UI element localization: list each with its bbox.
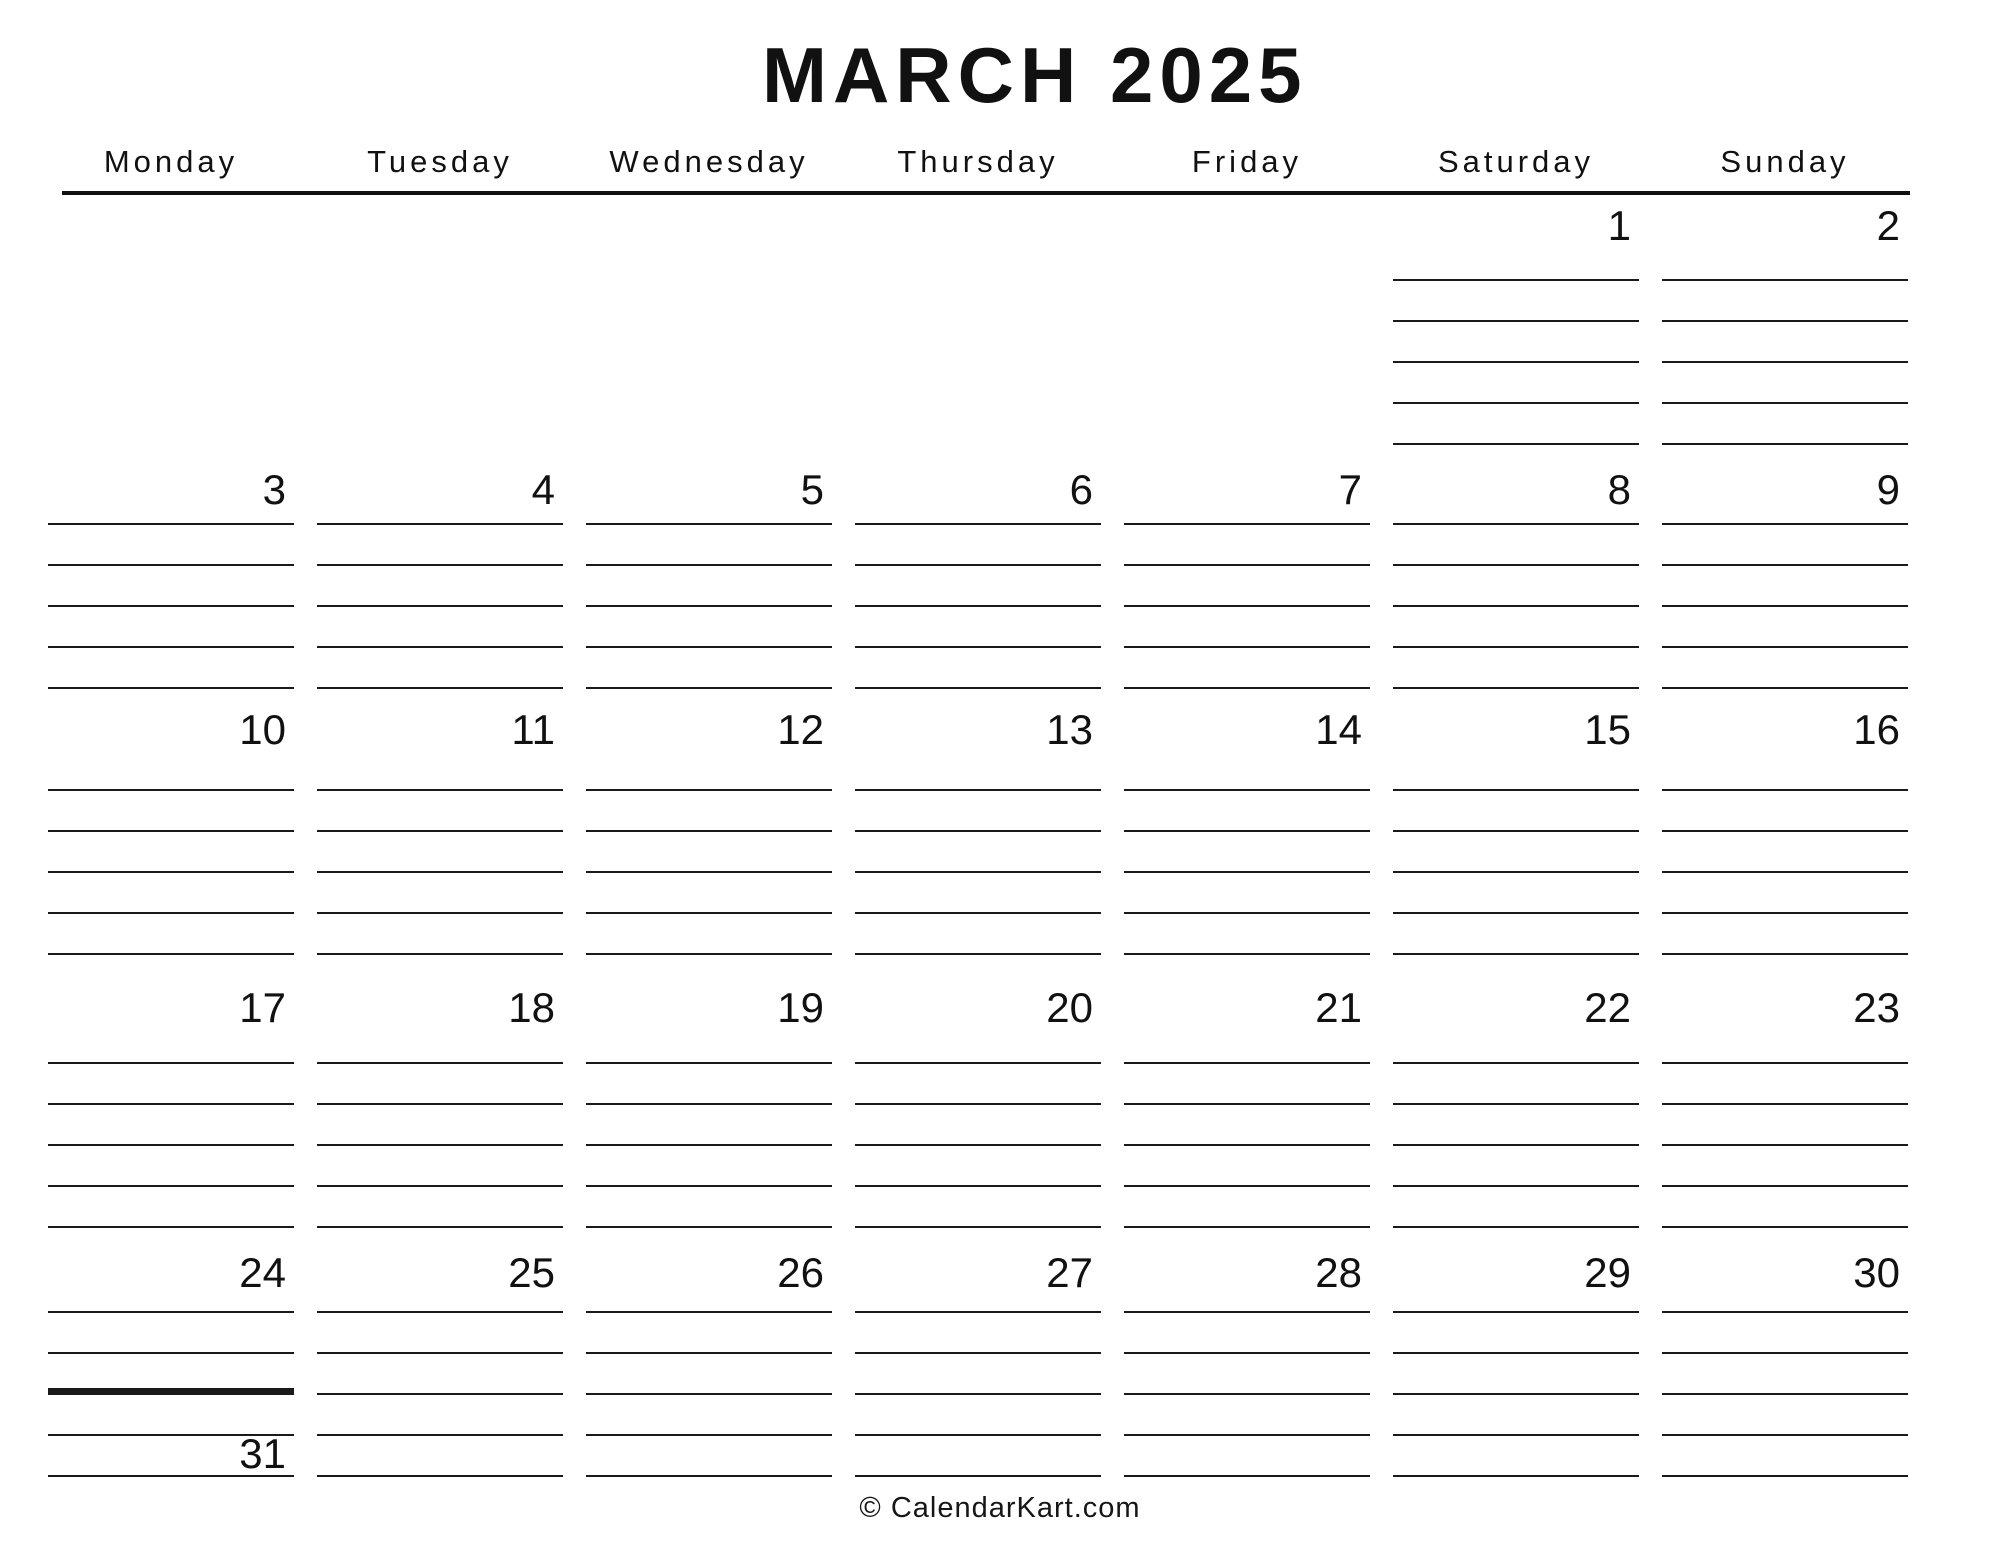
day-cell-15 [1393, 700, 1639, 978]
note-line [1393, 1436, 1639, 1477]
dow-header-thursday: Thursday [897, 144, 1059, 179]
note-line [855, 832, 1101, 873]
note-line [1393, 1028, 1639, 1064]
day-number: 14 [1315, 706, 1362, 754]
note-line [586, 1293, 832, 1313]
day-cell-29 [1393, 1243, 1639, 1493]
note-line [1393, 750, 1639, 791]
note-line [1662, 607, 1908, 648]
dow-header-tuesday: Tuesday [367, 144, 513, 179]
note-line [1124, 1313, 1370, 1354]
note-line [1393, 363, 1639, 404]
day-number: 2 [1876, 202, 1900, 250]
note-line [586, 1395, 832, 1436]
note-line [48, 1293, 294, 1313]
note-line [317, 648, 563, 689]
note-line [1393, 1064, 1639, 1105]
day-number: 16 [1853, 706, 1900, 754]
note-line [1662, 566, 1908, 607]
note-line [855, 1105, 1101, 1146]
note-line [1393, 1146, 1639, 1187]
note-line [1124, 1146, 1370, 1187]
note-line [1393, 404, 1639, 445]
day-cell-13 [855, 700, 1101, 978]
day-number: 28 [1315, 1249, 1362, 1297]
note-line [1662, 1105, 1908, 1146]
day-number: 6 [1069, 466, 1093, 514]
day-number: 30 [1853, 1249, 1900, 1297]
empty-day-cell [586, 196, 832, 460]
note-line [1662, 1187, 1908, 1228]
note-line [317, 1064, 563, 1105]
note-line [48, 607, 294, 648]
note-line [48, 1105, 294, 1146]
day-cell-24 [48, 1243, 294, 1493]
day-cell-1 [1393, 196, 1639, 460]
note-line [1124, 566, 1370, 607]
note-line [48, 510, 294, 525]
day-number: 5 [800, 466, 824, 514]
day-of-week-header-row [48, 144, 1908, 180]
day-number: 22 [1584, 984, 1631, 1032]
note-line [586, 914, 832, 955]
note-line [1124, 1354, 1370, 1395]
note-line [1393, 607, 1639, 648]
day-cell-23 [1662, 978, 1908, 1243]
dow-header-friday: Friday [1191, 144, 1303, 179]
day-cell-7 [1124, 460, 1370, 700]
note-line [48, 1354, 294, 1395]
note-line [1662, 1436, 1908, 1477]
note-line [586, 832, 832, 873]
note-line [48, 873, 294, 914]
day-number: 1 [1607, 202, 1631, 250]
note-line [1662, 648, 1908, 689]
day-number: 9 [1876, 466, 1900, 514]
note-line [1393, 1395, 1639, 1436]
note-line [1124, 791, 1370, 832]
note-line [855, 607, 1101, 648]
note-line [1662, 1293, 1908, 1313]
note-line [1662, 1313, 1908, 1354]
note-line [1124, 750, 1370, 791]
note-line [317, 832, 563, 873]
note-line [586, 525, 832, 566]
note-line [586, 791, 832, 832]
day-number: 10 [239, 706, 286, 754]
note-line [317, 510, 563, 525]
note-line [317, 1105, 563, 1146]
dow-header-sunday: Sunday [1720, 144, 1850, 179]
note-line [1393, 246, 1639, 281]
day-number: 15 [1584, 706, 1631, 754]
note-line [317, 1146, 563, 1187]
note-line [1662, 873, 1908, 914]
note-line [1662, 281, 1908, 322]
note-line [48, 1430, 294, 1478]
note-line [855, 750, 1101, 791]
note-line [1393, 791, 1639, 832]
note-line [586, 1354, 832, 1395]
note-line [855, 914, 1101, 955]
day-cell-14 [1124, 700, 1370, 978]
note-line [48, 525, 294, 566]
day-number: 24 [239, 1249, 286, 1297]
note-line [1124, 1395, 1370, 1436]
note-line [855, 873, 1101, 914]
note-line [317, 1293, 563, 1313]
note-line [1124, 1293, 1370, 1313]
note-line [48, 1146, 294, 1187]
note-line [855, 648, 1101, 689]
calendar-grid [48, 196, 1908, 1493]
note-line [1393, 1293, 1639, 1313]
day-cell-6 [855, 460, 1101, 700]
note-line [1393, 1313, 1639, 1354]
note-line [48, 648, 294, 689]
day-number: 29 [1584, 1249, 1631, 1297]
note-line [317, 1436, 563, 1477]
empty-day-cell [855, 196, 1101, 460]
note-line [1124, 1028, 1370, 1064]
note-line [1662, 1395, 1908, 1436]
note-line [1393, 510, 1639, 525]
note-line [1393, 281, 1639, 322]
day-cell-3 [48, 460, 294, 700]
note-line [317, 791, 563, 832]
note-line [1662, 510, 1908, 525]
note-line [1662, 1028, 1908, 1064]
note-line [855, 510, 1101, 525]
note-line [1662, 1354, 1908, 1395]
note-line [48, 1313, 294, 1354]
note-line [1124, 510, 1370, 525]
note-line [855, 1187, 1101, 1228]
note-line [586, 750, 832, 791]
footer-credit: © CalendarKart.com [859, 1492, 1141, 1524]
day-cell-4 [317, 460, 563, 700]
note-line [855, 1028, 1101, 1064]
note-line [1662, 1064, 1908, 1105]
day-cell-25 [317, 1243, 563, 1493]
note-line [317, 607, 563, 648]
note-line [586, 1105, 832, 1146]
note-line [1124, 1105, 1370, 1146]
note-line [1393, 1354, 1639, 1395]
note-line [48, 566, 294, 607]
note-line [1662, 404, 1908, 445]
note-line [586, 1187, 832, 1228]
note-line [586, 873, 832, 914]
note-line [855, 1293, 1101, 1313]
note-line [1124, 873, 1370, 914]
note-line [586, 1028, 832, 1064]
day-number: 7 [1338, 466, 1362, 514]
note-line [855, 1395, 1101, 1436]
note-line [1393, 914, 1639, 955]
day-number: 26 [777, 1249, 824, 1297]
note-line [855, 1354, 1101, 1395]
note-line [1662, 363, 1908, 404]
note-line [1393, 873, 1639, 914]
day-cell-9 [1662, 460, 1908, 700]
note-line [586, 648, 832, 689]
day-cell-19 [586, 978, 832, 1243]
note-line [1393, 566, 1639, 607]
note-line [1662, 791, 1908, 832]
note-line [586, 1146, 832, 1187]
dow-header-wednesday: Wednesday [609, 144, 809, 179]
note-line [48, 1187, 294, 1228]
note-line [586, 607, 832, 648]
day-cell-17 [48, 978, 294, 1243]
note-line [1393, 648, 1639, 689]
note-line [586, 1313, 832, 1354]
calendar-title: MARCH 2025 [762, 31, 1308, 119]
note-line [48, 832, 294, 873]
note-line [317, 1395, 563, 1436]
note-line [855, 525, 1101, 566]
day-cell-30 [1662, 1243, 1908, 1493]
note-line [1124, 832, 1370, 873]
note-line [1662, 246, 1908, 281]
note-line [1124, 525, 1370, 566]
note-line [1662, 322, 1908, 363]
day-number: 12 [777, 706, 824, 754]
note-line [1662, 832, 1908, 873]
note-line [1393, 1105, 1639, 1146]
day-cell-27 [855, 1243, 1101, 1493]
note-line [586, 1064, 832, 1105]
note-line [586, 1436, 832, 1477]
empty-day-cell [48, 196, 294, 460]
note-line [1124, 648, 1370, 689]
note-line [1662, 1146, 1908, 1187]
note-line [317, 750, 563, 791]
note-line [586, 566, 832, 607]
day-number: 18 [508, 984, 555, 1032]
day-cell-10 [48, 700, 294, 978]
day-number: 4 [531, 466, 555, 514]
day-cell-18 [317, 978, 563, 1243]
note-line [1124, 607, 1370, 648]
day-number: 25 [508, 1249, 555, 1297]
note-line [1124, 1187, 1370, 1228]
day-number: 23 [1853, 984, 1900, 1032]
empty-day-cell [317, 196, 563, 460]
note-line [855, 1313, 1101, 1354]
note-line [1393, 1187, 1639, 1228]
note-line [1393, 832, 1639, 873]
note-line [317, 566, 563, 607]
day-number: 3 [262, 466, 286, 514]
day-number-overflow: 31 [239, 1430, 286, 1478]
note-line [586, 510, 832, 525]
note-line [855, 566, 1101, 607]
day-number: 27 [1046, 1249, 1093, 1297]
note-line [855, 791, 1101, 832]
header-underline [62, 191, 1910, 195]
day-cell-28 [1124, 1243, 1370, 1493]
note-line [317, 873, 563, 914]
day-cell-11 [317, 700, 563, 978]
note-line [1662, 914, 1908, 955]
note-line [317, 1354, 563, 1395]
day-number: 11 [511, 706, 555, 754]
note-line [48, 1028, 294, 1064]
day-number: 20 [1046, 984, 1093, 1032]
note-line [48, 791, 294, 832]
day-cell-16 [1662, 700, 1908, 978]
note-line [1662, 750, 1908, 791]
day-number: 17 [239, 984, 286, 1032]
note-line [317, 525, 563, 566]
day-cell-26 [586, 1243, 832, 1493]
note-line [855, 1436, 1101, 1477]
note-line [317, 1028, 563, 1064]
note-line [1124, 914, 1370, 955]
day-cell-21 [1124, 978, 1370, 1243]
note-line [1124, 1064, 1370, 1105]
day-number: 13 [1046, 706, 1093, 754]
note-line [48, 750, 294, 791]
day-cell-2 [1662, 196, 1908, 460]
note-line [48, 1064, 294, 1105]
day-cell-20 [855, 978, 1101, 1243]
note-line [1393, 525, 1639, 566]
day-cell-8 [1393, 460, 1639, 700]
note-line [855, 1146, 1101, 1187]
note-line [317, 1187, 563, 1228]
day-number: 21 [1315, 984, 1362, 1032]
dow-header-monday: Monday [103, 144, 239, 179]
day-cell-5 [586, 460, 832, 700]
note-line [855, 1064, 1101, 1105]
note-line [48, 914, 294, 955]
day-number: 19 [777, 984, 824, 1032]
note-line [317, 914, 563, 955]
note-line [1662, 525, 1908, 566]
note-line [1393, 322, 1639, 363]
note-line [317, 1313, 563, 1354]
dow-header-saturday: Saturday [1437, 144, 1595, 179]
note-line [1124, 1436, 1370, 1477]
day-cell-12 [586, 700, 832, 978]
empty-day-cell [1124, 196, 1370, 460]
day-number: 8 [1607, 466, 1631, 514]
day-cell-22 [1393, 978, 1639, 1243]
